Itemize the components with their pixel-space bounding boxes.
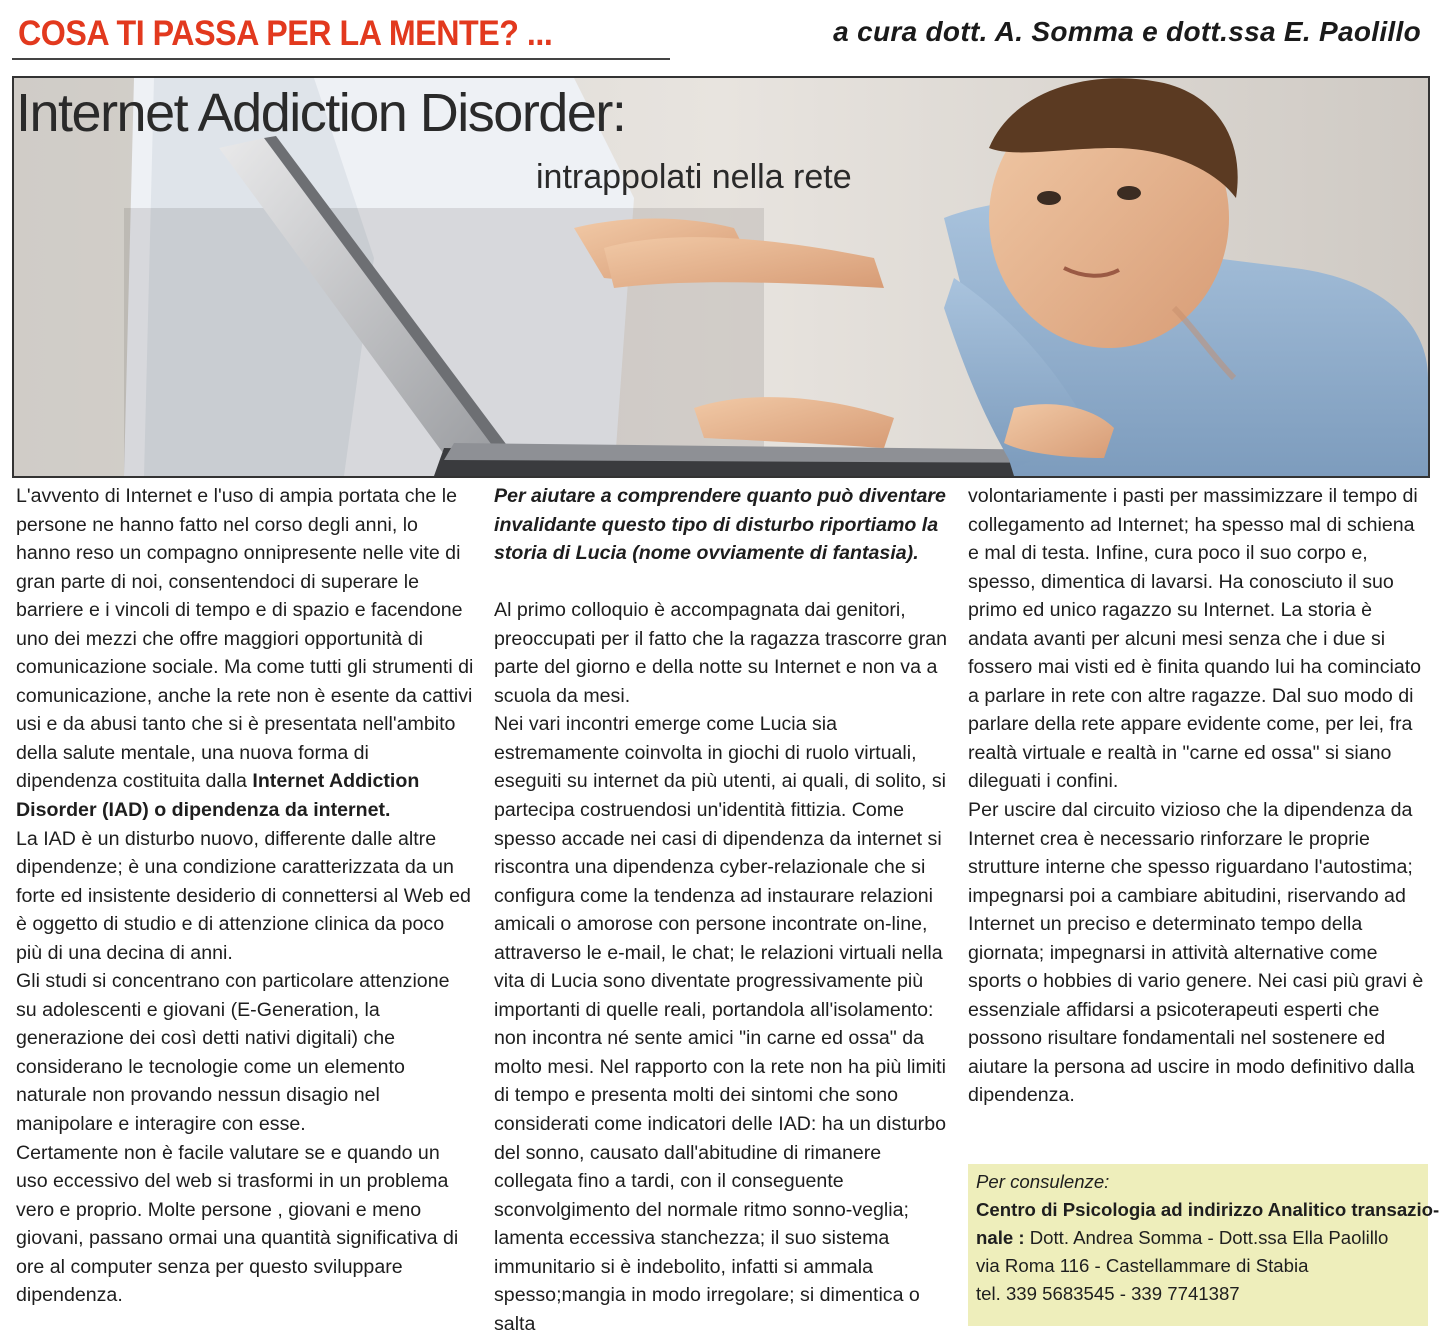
headline: Internet Addiction Disorder: [16, 83, 626, 143]
paragraph [16, 482, 474, 825]
paragraph: Per uscire dal circuito vizioso che la dipendenza da Internet crea è necessario rinforzare le proprie strutture interne che spesso riguardano l'autostima; impegnarsi poi a cambiare abitudini, riservando ad Internet un preciso e determinato tempo della giornata; impegnarsi in attività alternative come sports o hobbies di vario genere. Nei casi più gravi è essenziale affidarsi a psicoterapeuti esperti che possono risultare fondamentali nel sostenere ed aiutare la persona ad uscire in modo definitivo dalla dipendenza. [968, 799, 1424, 1107]
hero-photo [12, 76, 1430, 478]
paragraph-text: L'avvento di Internet e l'uso di ampia portata che le persone ne hanno fatto nel corso degli anni, lo hanno reso un compagno onnipresente nelle vite di gran parte di noi, consentendoci di superare le barriere e i vincoli di tempo e di spazio e facendone uno dei mezzi che offre maggiori opportunità di comunicazione sociale. Ma come tutti gli strumenti di comunicazione, anche la rete non è esente da cattivi usi e da abusi tanto che si è presentata nell'ambito della salute mentale, una nuova forma di dipendenza costituita dalla [16, 485, 474, 793]
article-column-3 [968, 482, 1430, 1110]
page-header [0, 0, 1449, 64]
emphasis-term: Internet Addiction Disorder (IAD) o dipendenza da internet. [16, 770, 420, 822]
consult-heading: Per consulenze: [976, 1171, 1110, 1192]
paragraph: La IAD è un disturbo nuovo, differente dalle altre dipendenze; è una condizione caratterizzata da un forte ed insistente desiderio di connettersi al Web ed è oggetto di studio e di attenzione clinica da poco più di una decina di anni. [16, 827, 471, 964]
article-column-1 [16, 482, 474, 1310]
paragraph: Nei vari incontri emerge come Lucia sia estremamente coinvolta in giochi di ruolo virtuali, eseguiti su internet da più utenti, ai quali, di solito, si partecipa costruendosi un'identità fittizia. Come spesso accade nei casi di dipendenza da internet si riscontra una dipendenza cyber-relazionale che si configura come la tendenza ad instaurare relazioni amicali o amorose con persone incontrate on-line, attraverso le e-mail, le chat; le relazioni virtuali nella vita di Lucia sono diventate progressivamente più importanti di quelle reali, portandola all'isolamento: non incontra né sente amici "in carne ed ossa" da molto mesi. Nel rapporto con la rete non ha più limiti di tempo e presenta molti dei sintomi che sono considerati come indicatori delle IAD: ha un disturbo del sonno, causato dall'abitudine di rimanere collegata fino a tardi, con il conseguente sconvolgimento del normale ritmo sonno-veglia; lamenta eccessiva stanchezza; il suo sistema immunitario si è indebolito, infatti si ammala spesso;mangia in modo irregolare; si dimentica o salta [494, 713, 947, 1335]
consult-names: Dott. Andrea Somma - Dott.ssa Ella Paolillo [1024, 1227, 1389, 1248]
kicker-underline [12, 58, 670, 60]
author-byline: a cura dott. A. Somma e dott.ssa E. Paolillo [833, 16, 1421, 47]
consultation-box [968, 1164, 1440, 1326]
paragraph: Al primo colloquio è accompagnata dai genitori, preoccupati per il fatto che la ragazza trascorre gran parte del giorno e della notte su Internet e non va a scuola da mesi. [494, 599, 948, 707]
article-column-2 [494, 482, 952, 1338]
lead-paragraph: Per aiutare a comprendere quanto può diventare invalidante questo tipo di disturbo riportiamo la storia di Lucia (nome ovviamente di fantasia). [494, 485, 946, 565]
consult-phone: tel. 339 5683545 - 339 7741387 [976, 1283, 1240, 1304]
subheadline: intrappolati nella rete [536, 158, 852, 196]
paragraph: volontariamente i pasti per massimizzare il tempo di collegamento ad Internet; ha spesso mal di schiena e mal di testa. Infine, cura poco il suo corpo e, spesso, dimentica di lavarsi. Ha conosciuto il suo primo ed unico ragazzo su Internet. La storia è andata avanti per alcuni mesi senza che i due si fossero mai visti ed è finita quando lui ha cominciato a parlare in rete con altre ragazze. Dal suo modo di parlare della rete appare evidente come, per lei, fra realtà virtuale e realtà in "carne ed ossa" si siano dileguati i confini. [968, 485, 1422, 793]
consult-address: via Roma 116 - Castellammare di Stabia [976, 1255, 1309, 1276]
consult-organization-cont: nale : [976, 1227, 1025, 1248]
paragraph: Certamente non è facile valutare se e quando un uso eccessivo del web si trasformi in un problema vero e proprio. Molte persone , giovani e meno giovani, passano ormai una quantità significativa di ore al computer senza per questo sviluppare dipendenza. [16, 1141, 459, 1307]
consult-organization: Centro di Psicologia ad indirizzo Analitico transazio- [976, 1199, 1440, 1220]
section-kicker: COSA TI PASSA PER LA MENTE? ... [18, 14, 553, 53]
paragraph: Gli studi si concentrano con particolare attenzione su adolescenti e giovani (E-Generation, la generazione dei così detti nativi digitali) che considerano le tecnologie come un elemento naturale non provando nessun disagio nel manipolare e interagire con esse. [16, 970, 450, 1136]
